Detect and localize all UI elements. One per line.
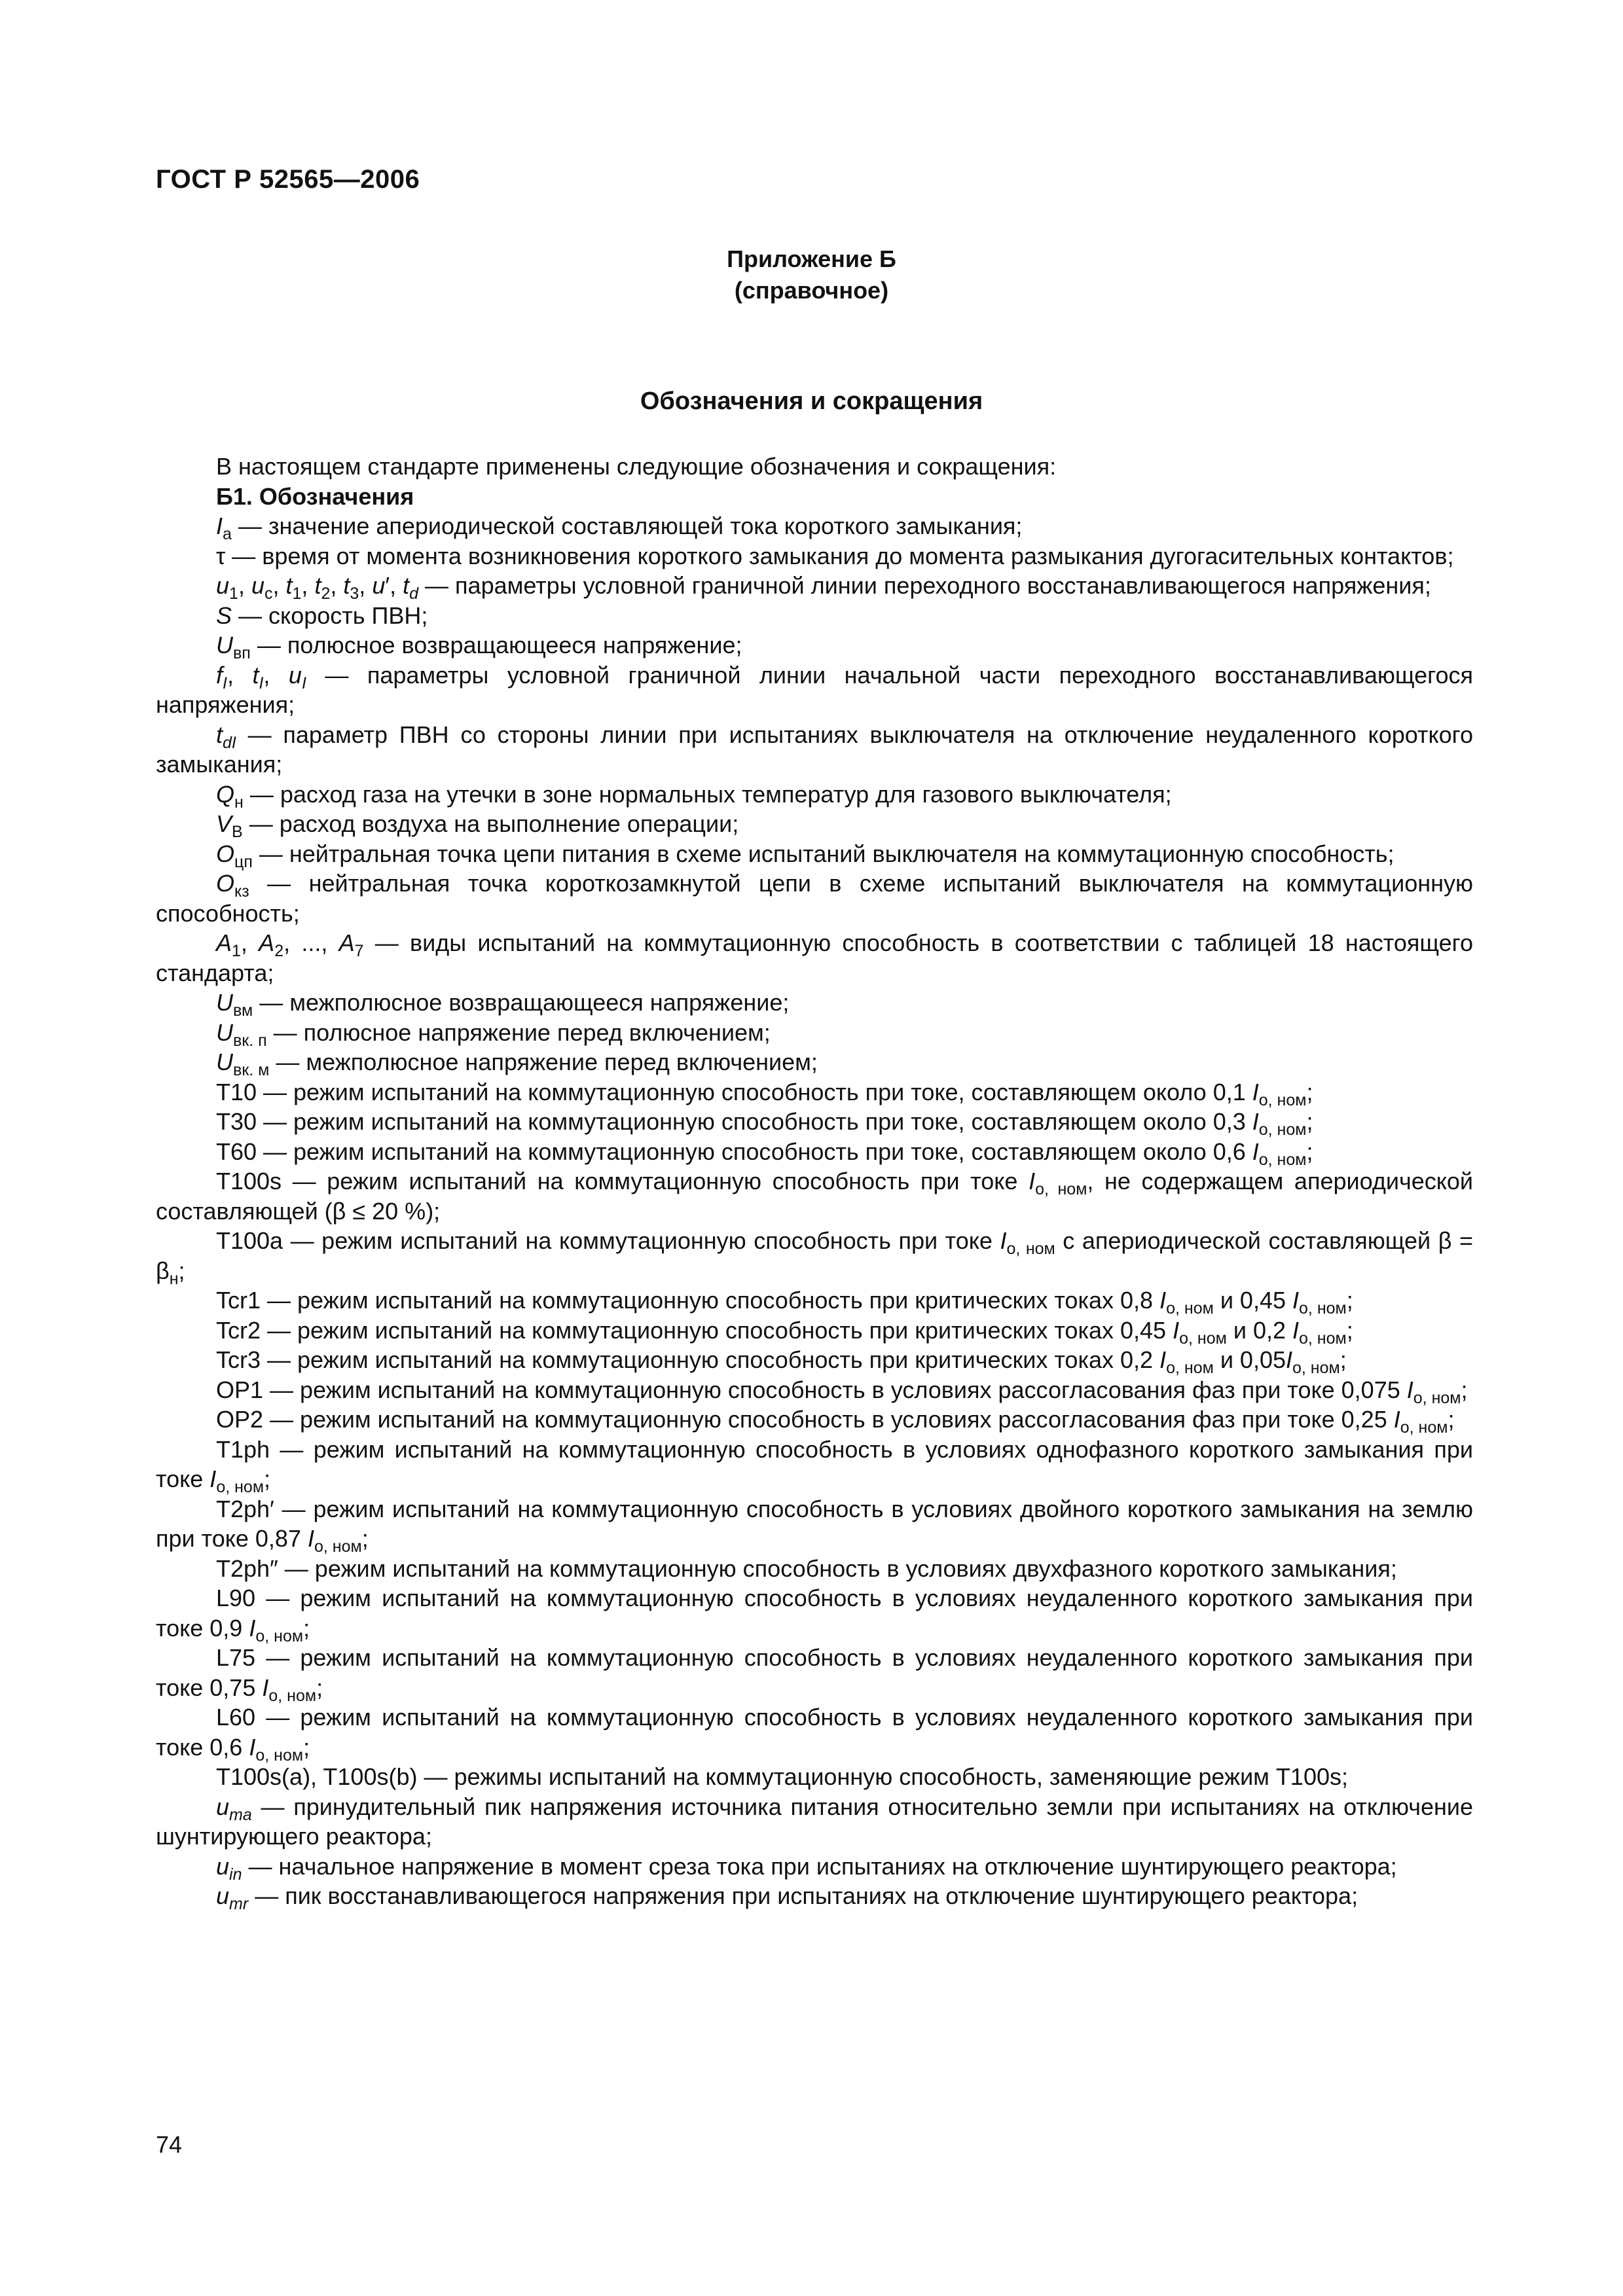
definition-item: T1ph — режим испытаний на коммутационную способность в условиях однофазного короткого замыкания при токе $I_{о, ном}$;	[156, 1435, 1473, 1496]
definition-item: T2ph″ — режим испытаний на коммутационную способность в условиях двухфазного короткого замыкания;	[216, 1554, 1397, 1582]
page-number: 74	[156, 2131, 183, 2158]
definition-item: $t_{dI}$ — параметр ПВН со стороны линии при испытаниях выключателя на отключение неудаленного короткого замыкания;	[156, 721, 1473, 778]
definition-item: $Q_н$ — расход газа на утечки в зоне нормальных температур для газового выключателя;	[216, 780, 1172, 812]
definition-item: T100a — режим испытаний на коммутационную способность при токе $I_{о, ном}$ с апериодической составляющей $\beta = \beta_н$;	[156, 1227, 1473, 1288]
definition-item: $O_{кз}$ — нейтральная точка короткозамкнутой цепи в схеме испытаний выключателя на коммутационную способность;	[156, 870, 1473, 927]
definition-item: $u_{mr}$ — пик восстанавливающегося напряжения при испытаниях на отключение шунтирующего реактора;	[216, 1882, 1359, 1913]
definition-item: $V_B$ — расход воздуха на выполнение операции;	[216, 810, 739, 841]
definition-item: $A_1$, $A_2$, ..., $A_7$ — виды испытаний на коммутационную способность в соответствии с таблицей 18 настоящего стандарта;	[156, 929, 1473, 986]
definition-item: $u_{in}$ — начальное напряжение в момент среза тока при испытаниях на отключение шунтирующего реактора;	[216, 1852, 1397, 1884]
definition-item: $u_{ma}$ — принудительный пик напряжения источника питания относительно земли при испытаниях на отключение шунтирующего реактора;	[156, 1793, 1473, 1850]
definition-item: $U_{вп}$ — полюсное возвращающееся напряжение;	[216, 632, 742, 662]
definition-item: T60 — режим испытаний на коммутационную способность при токе, составляющем около 0,6 $I_{о, ном}$;	[216, 1138, 1313, 1169]
section-title: Обозначения и сокращения	[640, 387, 983, 415]
definition-item: τ — время от момента возникновения короткого замыкания до момента размыкания дугогасительных контактов;	[216, 542, 1454, 569]
definition-item: $u_1$, $u_c$, $t_1$, $t_2$, $t_3$, u′, $t_d$ — параметры условной граничной линии переходного восстанавливающегося напряжения;	[216, 572, 1431, 603]
definition-item: $f_I$, $t_I$, $u_I$ — параметры условной граничной линии начальной части переходного восстанавливающегося напряжения;	[156, 661, 1473, 718]
definition-item: S — скорость ПВН;	[216, 601, 428, 629]
appendix-type: (справочное)	[734, 277, 889, 304]
definition-item: $I_а$ — значение апериодической составляющей тока короткого замыкания;	[216, 512, 1023, 543]
definition-item: T100s — режим испытаний на коммутационную способность при токе $I_{о, ном}$, не содержащем апериодической составляющей (β ≤ 20 %);	[156, 1168, 1474, 1225]
definition-item: OP2 — режим испытаний на коммутационную способность в условиях рассогласования фаз при токе 0,25 $I_{о, ном}$;	[216, 1406, 1455, 1437]
definition-item: $U_{вк. м}$ — межполюсное напряжение перед включением;	[216, 1049, 818, 1079]
definition-item: $O_{цп}$ — нейтральная точка цепи питания в схеме испытаний выключателя на коммутационную способность;	[216, 840, 1395, 871]
definition-item: $U_{вк. п}$ — полюсное напряжение перед включением;	[216, 1018, 771, 1050]
definition-item: $U_{вм}$ — межполюсное возвращающееся напряжение;	[216, 989, 790, 1020]
definition-item: Tcr2 — режим испытаний на коммутационную способность при критических токах 0,45 $I_{о, ном}$ и 0,2 $I_{о, ном}$;	[216, 1316, 1353, 1348]
definition-item: T10 — режим испытаний на коммутационную способность при токе, составляющем около 0,1 $I_{о, ном}$;	[216, 1078, 1313, 1109]
definition-item: Tcr1 — режим испытаний на коммутационную способность при критических токах 0,8 $I_{о, ном}$ и 0,45 $I_{о, ном}$;	[216, 1287, 1353, 1318]
definition-item: OP1 — режим испытаний на коммутационную способность в условиях рассогласования фаз при токе 0,075 $I_{о, ном}$;	[216, 1376, 1468, 1407]
definition-item: T100s(a), T100s(b) — режимы испытаний на коммутационную способность, заменяющие режим T100s;	[216, 1763, 1348, 1790]
definition-item: L75 — режим испытаний на коммутационную способность в условиях неудаленного короткого замыкания при токе 0,75 $I_{о, ном}$;	[156, 1644, 1473, 1705]
document-code: ГОСТ Р 52565—2006	[156, 165, 420, 194]
definition-item: T2ph′ — режим испытаний на коммутационную способность в условиях двойного короткого замыкания на землю при токе 0,87 $I_{о, ном}$;	[156, 1495, 1473, 1556]
definition-item: Tcr3 — режим испытаний на коммутационную способность при критических токах 0,2 $I_{о, ном}$ и $0,05I_{о, ном}$;	[216, 1346, 1347, 1377]
definition-item: T30 — режим испытаний на коммутационную способность при токе, составляющем около 0,3 $I_{о, ном}$;	[216, 1108, 1313, 1139]
subsection-title: Б1. Обозначения	[216, 482, 414, 510]
definition-item: L60 — режим испытаний на коммутационную способность в условиях неудаленного короткого замыкания при токе 0,6 $I_{о, ном}$;	[156, 1704, 1473, 1765]
intro-text: В настоящем стандарте применены следующие обозначения и сокращения:	[216, 453, 1057, 480]
appendix-label: Приложение Б	[727, 245, 896, 272]
appendix-heading	[0, 243, 1623, 306]
definitions-body	[156, 452, 1473, 1911]
definition-item: L90 — режим испытаний на коммутационную способность в условиях неудаленного короткого замыкания при токе 0,9 $I_{о, ном}$;	[156, 1585, 1473, 1645]
